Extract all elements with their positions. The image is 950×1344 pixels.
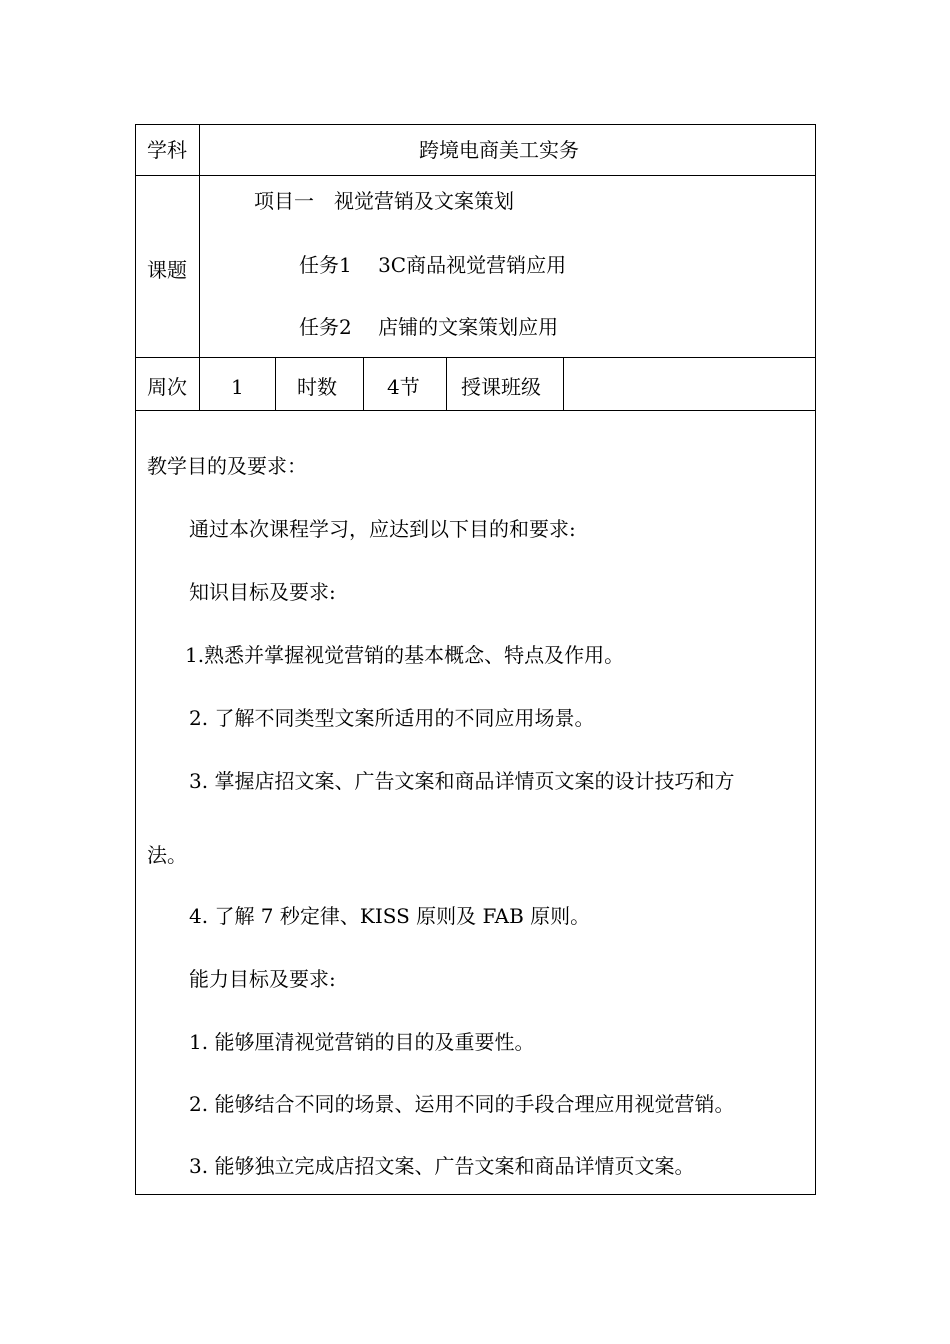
body-line: 法。 [147,843,187,867]
body-line: 3. 能够独立完成店招文案、广告文案和商品详情页文案。 [189,1154,695,1178]
col-divider-hours-value [446,357,447,411]
topic-label: 课题 [147,258,187,282]
week-label: 周次 [147,375,187,399]
col-divider-hours [363,357,364,411]
col-divider-label [199,124,200,411]
class-label: 授课班级 [461,375,541,399]
table-border-left [135,124,136,1195]
topic-line-project: 项目一 视觉营销及文案策划 [254,189,514,213]
subject-value: 跨境电商美工实务 [419,138,579,162]
row-divider-2 [135,357,816,358]
week-value: 1 [231,375,244,399]
hours-label: 时数 [297,375,337,399]
body-line: 1.熟悉并掌握视觉营销的基本概念、特点及作用。 [185,643,625,667]
body-line: 能力目标及要求: [189,967,336,991]
body-line: 4. 了解 7 秒定律、KISS 原则及 FAB 原则。 [189,904,591,928]
body-line: 3. 掌握店招文案、广告文案和商品详情页文案的设计技巧和方 [189,769,735,793]
body-line: 1. 能够厘清视觉营销的目的及重要性。 [189,1030,535,1054]
hours-value: 4节 [387,375,420,399]
body-line: 知识目标及要求: [189,580,336,604]
body-line: 2. 能够结合不同的场景、运用不同的手段合理应用视觉营销。 [189,1092,735,1116]
row-divider-3 [135,410,816,411]
table-border-right [815,124,816,1195]
row-divider-1 [135,175,816,176]
topic-line-task-2: 任务2 店铺的文案策划应用 [299,315,559,339]
table-border-top [135,124,816,125]
table-border-bottom [135,1194,816,1195]
section-title: 教学目的及要求： [147,454,307,478]
lesson-plan-table [135,124,816,1195]
col-divider-week [275,357,276,411]
subject-label: 学科 [147,138,187,162]
body-line: 通过本次课程学习，应达到以下目的和要求: [189,517,576,541]
topic-line-task-1: 任务1 3C商品视觉营销应用 [299,253,567,277]
col-divider-class [563,357,564,411]
body-line: 2. 了解不同类型文案所适用的不同应用场景。 [189,706,595,730]
